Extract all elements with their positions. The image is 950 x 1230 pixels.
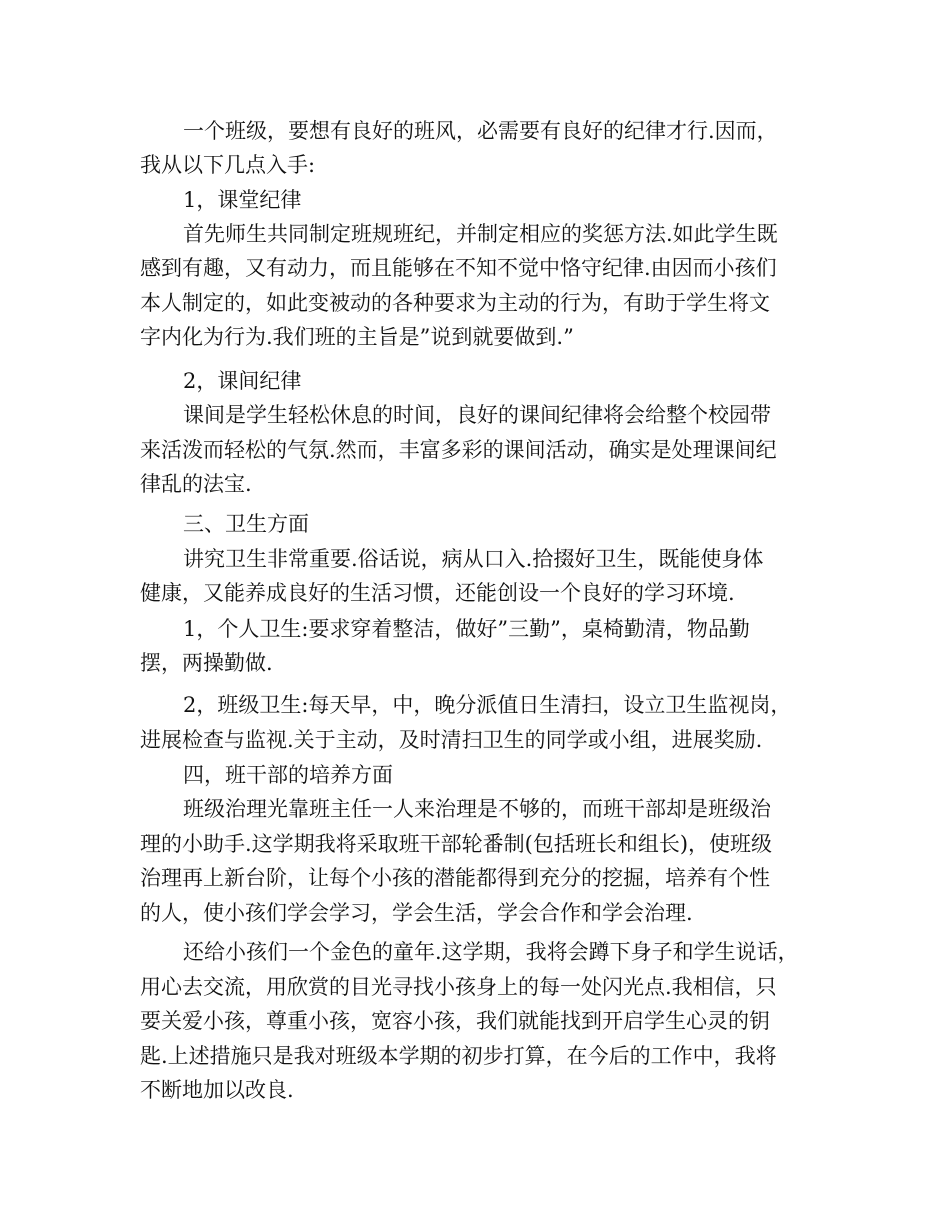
section-heading: 四，班干部的培养方面: [183, 763, 393, 787]
text-line: 一个班级，要想有良好的班风，必需要有良好的纪律才行.因而，: [183, 119, 778, 143]
text-line: 用心去交流，用欣赏的目光寻找小孩身上的每一处闪光点.我相信，只: [140, 975, 777, 999]
text-line: 律乱的法宝.: [140, 472, 252, 496]
text-line: 要关爱小孩，尊重小孩，宽容小孩，我们就能找到开启学生心灵的钥: [140, 1009, 770, 1033]
text-line: 我从以下几点入手:: [140, 153, 316, 177]
text-line: 1，个人卫生:要求穿着整洁，做好”三勤”，桌椅勤清，物品勤: [183, 617, 750, 641]
text-line: 理的小助手.这学期我将采取班干部轮番制(包括班长和组长)，使班级: [140, 832, 773, 856]
text-line: 本人制定的，如此变被动的各种要求为主动的行为，有助于学生将文: [140, 291, 770, 315]
text-line: 健康，又能养成良好的生活习惯，还能创设一个良好的学习环境.: [140, 581, 735, 605]
text-line: 感到有趣，又有动力，而且能够在不知不觉中恪守纪律.由因而小孩们: [140, 256, 777, 280]
text-line: 来活泼而轻松的气氛.然而，丰富多彩的课间活动，确实是处理课间纪: [140, 438, 777, 462]
text-line: 2，班级卫生:每天早，中，晚分派值日生清扫，设立卫生监视岗，: [183, 693, 792, 717]
text-line: 摆，两操勤做.: [140, 651, 273, 675]
text-line: 治理再上新台阶，让每个小孩的潜能都得到充分的挖掘，培养有个性: [140, 866, 770, 890]
text-line: 课间是学生轻松休息的时间，良好的课间纪律将会给整个校园带: [183, 403, 771, 427]
text-line: 首先师生共同制定班规班纪，并制定相应的奖惩方法.如此学生既: [183, 222, 778, 246]
section-heading: 1，课堂纪律: [183, 188, 302, 212]
text-line: 不断地加以改良.: [140, 1078, 294, 1102]
section-heading: 三、卫生方面: [183, 512, 309, 536]
text-line: 匙.上述措施只是我对班级本学期的初步打算，在今后的工作中，我将: [140, 1044, 777, 1068]
text-line: 班级治理光靠班主任一人来治理是不够的，而班干部却是班级治: [183, 797, 771, 821]
text-line: 讲究卫生非常重要.俗话说，病从口入.拾掇好卫生，既能使身体: [183, 547, 764, 571]
text-line: 还给小孩们一个金色的童年.这学期，我将会蹲下身子和学生说话，: [183, 940, 799, 964]
text-line: 的人，使小孩们学会学习，学会生活，学会合作和学会治理.: [140, 901, 693, 925]
text-line: 字内化为行为.我们班的主旨是”说到就要做到.”: [140, 325, 574, 349]
text-line: 进展检查与监视.关于主动，及时清扫卫生的同学或小组，进展奖励.: [140, 728, 763, 752]
section-heading: 2，课间纪律: [183, 369, 302, 393]
